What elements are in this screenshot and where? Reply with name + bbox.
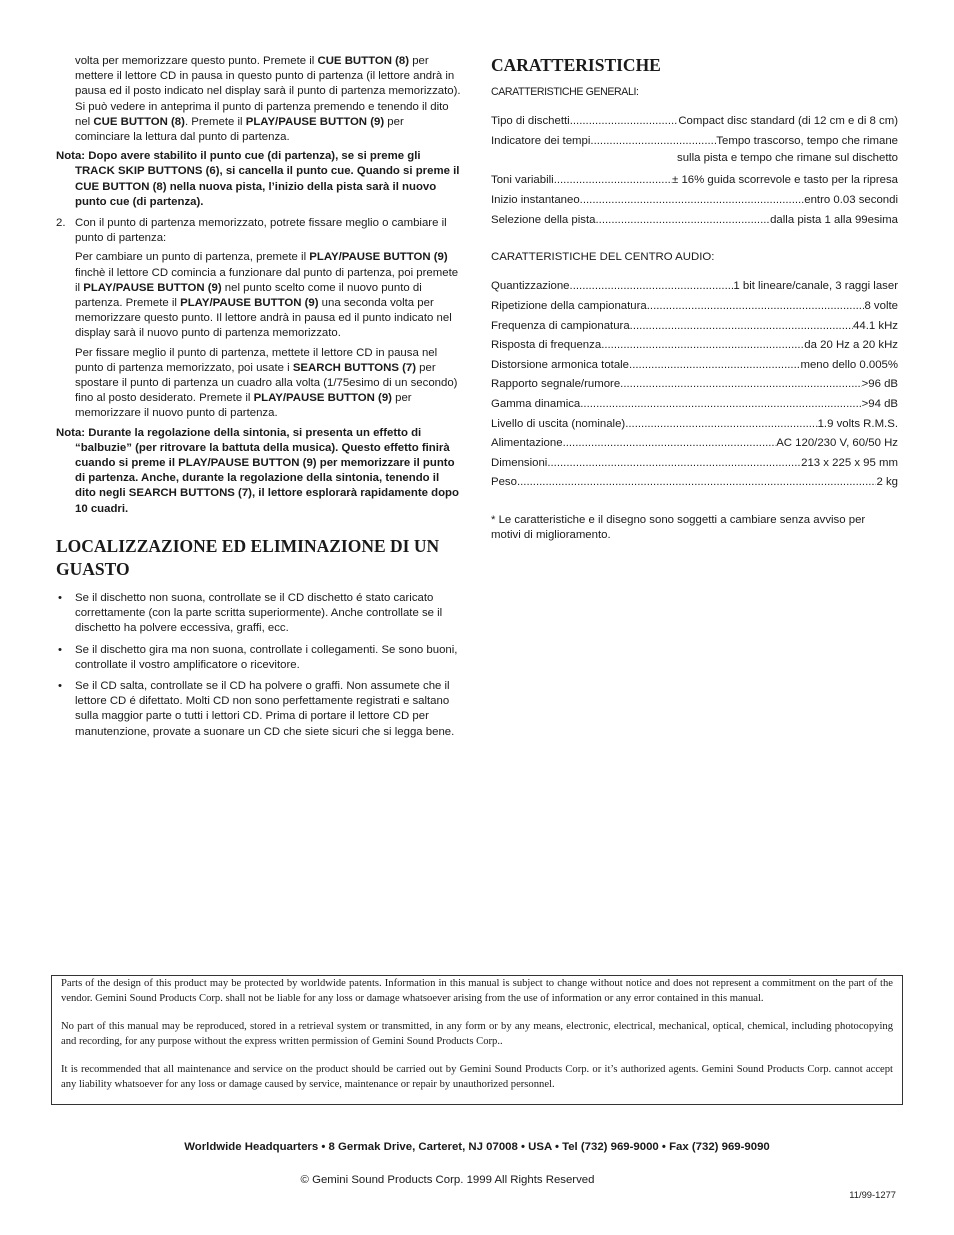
bold-text-run: PLAY/PAUSE BUTTON (9) — [245, 115, 385, 128]
leader-dots — [570, 279, 734, 294]
bullet-icon: • — [58, 643, 62, 656]
leader-dots — [647, 299, 865, 314]
text-run: volta per memorizzare questo punto. Premete il — [75, 55, 318, 67]
text-run: per memorizzare il nuovo punto di partenza. — [75, 392, 412, 420]
text-run: nel punto scelto come il nuovo punto di partenza. Premete il — [75, 281, 422, 310]
right-column — [491, 54, 898, 543]
note-stutter: Nota: Durante la regolazione della sintonia, si presenta un effetto di “balbuzie” (per ritrovare la battuta della musica). Questo effetto finirà cuando si preme il PLAY/PAUSE BUTTON (9) per memorizzare il punto di partenza. Anche, durante la regolazione della sintonia, tenendo il dito negli SEARCH BUTTONS (7), il lettore esplorarà rapidamente dopo 10 cuadri. — [56, 426, 459, 515]
bold-text-run: CUE BUTTON (8) — [93, 115, 185, 128]
leader-dots — [554, 173, 672, 188]
spec-row: Risposta di frequenza ..... da 20 Hz a 20 kHz — [491, 338, 898, 358]
specifications-heading: CARATTERISTICHE — [491, 55, 661, 75]
fine-tune-paragraph — [56, 346, 461, 422]
legal-paragraph: It is recommended that all maintenance and service on the product should be carried out by Gemini Sound Products Corp. or it’s authorized agents. Gemini Sound Products Corp. cannot accept any liability whatsoever for any loss or damage caused by service, maintenance or repair by unauthorized personnel. — [61, 1064, 893, 1090]
text-run: Per cambiare un punto di partenza, premete il — [75, 251, 310, 264]
leader-dots — [590, 134, 716, 149]
spec-row: Distorsione armonica totale ..... meno dello 0.005% — [491, 358, 898, 378]
leader-dots — [563, 436, 777, 451]
audio-specs-list — [491, 279, 898, 495]
bullet-icon: • — [58, 679, 62, 692]
bold-text-run: SEARCH BUTTONS (7) — [292, 361, 417, 374]
spec-row: Rapporto segnale/rumore ..... >96 dB — [491, 377, 898, 397]
leader-dots — [629, 358, 800, 373]
spec-row: Inizio instantaneo ..... entro 0.03 secondi — [491, 193, 898, 213]
leader-dots — [580, 397, 861, 412]
spec-row: Toni variabili ..... ± 16% guida scorrevole e tasto per la ripresa — [491, 173, 898, 193]
spec-row: Selezione della pista ..... dalla pista 1 alla 99esima — [491, 213, 898, 233]
spec-row: Quantizzazione ..... 1 bit lineare/canale, 3 raggi laser — [491, 279, 898, 299]
spec-row: Indicatore dei tempi ..... Tempo trascorso, tempo che rimane — [491, 134, 898, 154]
note-cue-reset: Nota: Dopo avere stabilito il punto cue (di partenza), se si preme gli TRACK SKIP BUTTONS (6), si cancella il punto cue. Quando si preme il CUE BUTTON (8) nella nuova pista, l’inizio della pista sarà il nuovo punto cue (di partenza). — [56, 150, 460, 208]
text-run: per mettere il lettore CD in pausa in questo punto di partenza (il lettore andrà in pausa ed il posto indicato nel display sarà il punto di partenza memorizzato). Si può vedere in anteprima il punto di partenza premendo e tenendo il dito nel — [75, 55, 461, 128]
leader-dots — [580, 193, 805, 208]
text-run: . Premete il — [184, 115, 246, 128]
change-start-paragraph — [56, 250, 461, 341]
bold-text-run: PLAY/PAUSE BUTTON (9) — [83, 281, 222, 294]
bold-text-run: PLAY/PAUSE BUTTON (9) — [253, 392, 392, 405]
spec-row: Tipo di dischetti ..... Compact disc standard (di 12 cm e di 8 cm) — [491, 114, 898, 134]
leader-dots — [596, 213, 771, 228]
headquarters-line: Worldwide Headquarters • 8 Germak Drive, Carteret, NJ 07008 • USA • Tel (732) 969-9000 • Fax (732) 969-9090 — [184, 1141, 770, 1153]
copyright-line: © Gemini Sound Products Corp. 1999 All Rights Reserved — [300, 1174, 595, 1186]
leader-dots — [570, 114, 679, 129]
text-run: per spostare il punto di partenza un cuadro alla volta (1/75esimo di un secondo) fino al posto desiderato. Premete il — [75, 361, 458, 405]
list-item: • Se il dischetto gira ma non suona, controllate i collegamenti. Se sono buoni, controllate il vostro amplificatore o ricevitore. — [58, 643, 458, 671]
item-text: Con il punto di partenza memorizzato, potrete fissare meglio o cambiare il punto di partenza: — [75, 217, 447, 245]
leader-dots — [630, 319, 853, 334]
leader-dots — [625, 417, 817, 432]
spec-row: Livello di uscita (nominale) ..... 1.9 volts R.M.S. — [491, 417, 898, 437]
spec-row: Peso ..... 2 kg — [491, 475, 898, 495]
text-run: una seconda volta per memorizzare questo punto. Il lettore andrà in pausa ed il punto indicato nel display sarà il nuovo punto di partenza memorizzato. — [75, 297, 452, 340]
general-specs-list — [491, 114, 898, 232]
legal-paragraph: Parts of the design of this product may be protected by worldwide patents. Information in this manual is subject to change without notice and does not represent a commitment on the part of the vendor. Gemini Sound Products Corp. shall not be liable for any loss or damage whatsoever arising from the use of information or any error contained in this manual. — [61, 978, 893, 1004]
legal-notice-box — [51, 975, 903, 1105]
spec-row: Frequenza di campionatura ..... 44.1 kHz — [491, 319, 898, 339]
intro-paragraph — [56, 54, 461, 145]
bold-text-run: CUE BUTTON (8) — [317, 55, 410, 67]
general-specs-heading: CARATTERISTICHE GENERALI: — [491, 86, 639, 98]
text-run: Per fissare meglio il punto di partenza, mettete il lettore CD in pausa nel punto di partenza memorizzato, poi usate i — [75, 346, 438, 374]
bold-text-run: PLAY/PAUSE BUTTON (9) — [180, 297, 319, 310]
list-item: • Se il CD salta, controllate se il CD ha polvere o graffi. Non assumete che il lettore CD é difettato. Molti CD non sono perfettamente registrati e saltano sulla maggior parte o tutti i lettori CD. Prima di portare il lettore CD per manutenzione, provate a suonare un CD che siete sicuri che si legga bene. — [58, 679, 455, 738]
text-run: per cominciare la lettura dal punto di partenza. — [75, 115, 404, 144]
spec-row: Dimensioni ..... 213 x 225 x 95 mm — [491, 456, 898, 476]
audio-specs-heading: CARATTERISTICHE DEL CENTRO AUDIO: — [491, 251, 715, 264]
document-id: 11/99-1277 — [849, 1189, 896, 1200]
list-item: • Se il dischetto non suona, controllate se il CD dischetto é stato caricato correttamente (con la parte scritta superiormente). Anche controllate se il dischetto ha polvere eccessiva, graffi, ecc. — [58, 591, 443, 635]
spec-row: Ripetizione della campionatura ..... 8 volte — [491, 299, 898, 319]
specs-footnote: * Le caratteristiche e il disegno sono soggetti a cambiare senza avviso per motivi di miglioramento. — [491, 513, 866, 542]
legal-paragraph: No part of this manual may be reproduced, stored in a retrieval system or transmitted, in any form or by any means, electronic, electrical, mechanical, optical, chemical, including photocopying and recording, for any purpose without the express written permission of Gemini Sound Products Corp.. — [61, 1021, 893, 1047]
leader-dots — [620, 377, 861, 392]
text-run: finchè il lettore CD comincia a funzionare dal punto di partenza, poi premete il — [75, 266, 459, 294]
spec-row: Alimentazione ..... AC 120/230 V, 60/50 Hz — [491, 436, 898, 456]
troubleshooting-heading: LOCALIZZAZIONE ED ELIMINAZIONE DI UN GUASTO — [56, 535, 440, 579]
numbered-item-2 — [56, 216, 461, 246]
spec-row-continuation: sulla pista e tempo che rimane sul dischetto — [677, 152, 898, 165]
left-column — [56, 54, 461, 746]
bullet-icon: • — [58, 591, 62, 604]
leader-dots — [517, 475, 877, 490]
leader-dots — [547, 456, 801, 471]
item-number: 2. — [56, 217, 66, 230]
leader-dots — [601, 338, 804, 353]
bold-text-run: PLAY/PAUSE BUTTON (9) — [309, 251, 448, 264]
troubleshooting-list — [56, 591, 461, 740]
spec-row: Gamma dinamica ..... >94 dB — [491, 397, 898, 417]
